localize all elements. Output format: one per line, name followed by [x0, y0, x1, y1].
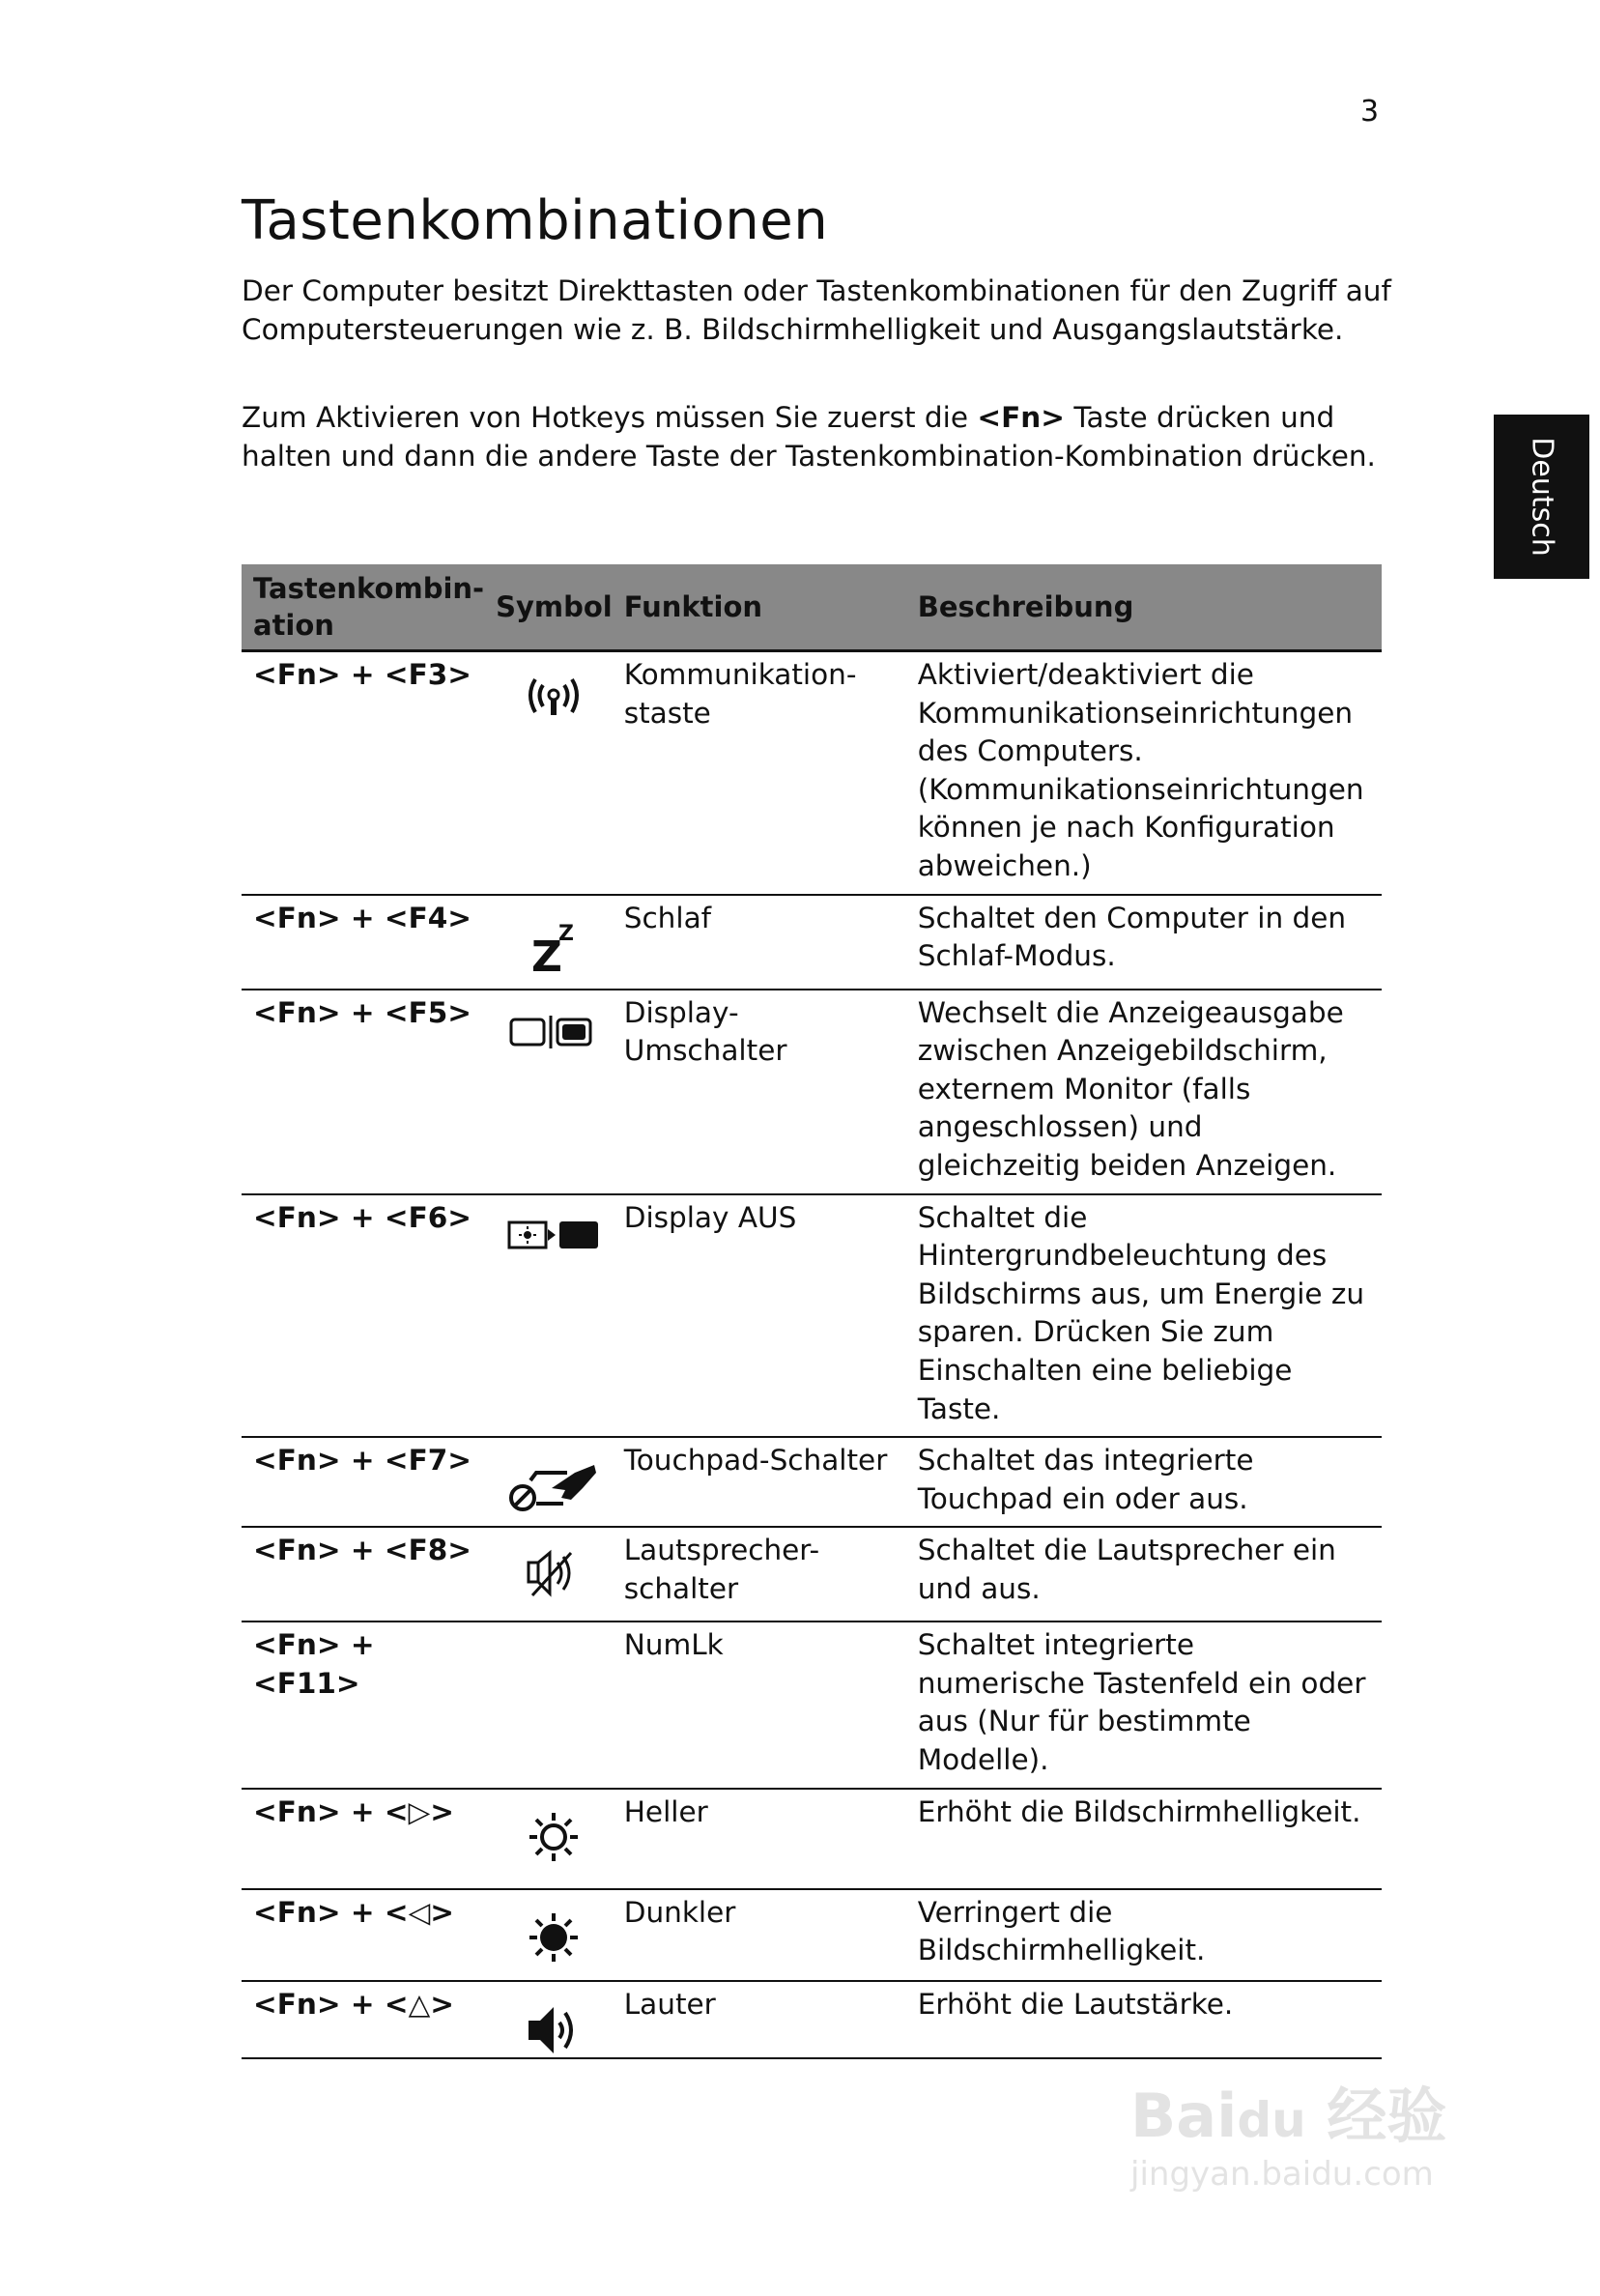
header-function: Funktion — [613, 564, 906, 651]
language-tab-label: Deutsch — [1525, 437, 1558, 557]
row-function: Display AUS — [613, 1194, 906, 1438]
table-row — [242, 1889, 1382, 1981]
row-description: Verringert die Bildschirmhelligkeit. — [906, 1889, 1382, 1981]
row-function: Lauter — [613, 1981, 906, 2058]
header-description: Beschreibung — [906, 564, 1382, 651]
row-key-combo: <Fn> + <F8> — [242, 1527, 496, 1622]
row-key-combo: <Fn> + <F11> — [242, 1622, 496, 1788]
row-function: Dunkler — [613, 1889, 906, 1981]
table-row — [242, 990, 1382, 1194]
row-description: Schaltet die Lautsprecher ein und aus. — [906, 1527, 1382, 1622]
table-header — [242, 564, 1382, 651]
row-function: Heller — [613, 1789, 906, 1889]
display-off-icon — [496, 1217, 613, 1251]
row-description: Schaltet den Computer in den Schlaf-Modus. — [906, 895, 1382, 990]
speaker-mute-icon — [496, 1549, 613, 1597]
row-key-combo: <Fn> + <△> — [242, 1981, 496, 2058]
table-row — [242, 1789, 1382, 1889]
sleep-icon — [496, 917, 613, 975]
header-key: Tastenkombin-ation — [242, 564, 496, 651]
hotkey-text-post: Taste drücken und halten und dann die andere Taste der Tastenkombination-Kombination drücken. — [242, 401, 1376, 473]
language-tab — [1494, 415, 1589, 579]
svg-text:Z: Z — [558, 921, 575, 946]
row-description: Erhöht die Bildschirmhelligkeit. — [906, 1789, 1382, 1889]
hotkey-text-pre: Zum Aktivieren von Hotkeys müssen Sie zuerst die — [242, 401, 978, 434]
watermark-logo: Baidu 经验 — [1130, 2081, 1447, 2151]
row-description: Schaltet das integrierte Touchpad ein oder aus. — [906, 1437, 1382, 1527]
table-row — [242, 651, 1382, 895]
page-number: 3 — [1360, 95, 1380, 129]
row-key-combo: <Fn> + <F3> — [242, 651, 496, 895]
row-key-combo: <Fn> + <F5> — [242, 990, 496, 1194]
brightness-up-icon — [496, 1811, 613, 1863]
row-description: Aktiviert/deaktiviert die Kommunikationseinrichtungen des Computers. (Kommunikationseinrichtungen können je nach Konfiguration abweichen.) — [906, 651, 1382, 895]
row-function: Schlaf — [613, 895, 906, 990]
wireless-icon — [496, 674, 613, 722]
svg-text:Z: Z — [531, 932, 563, 975]
display-toggle-icon — [496, 1012, 613, 1050]
brightness-down-icon — [496, 1911, 613, 1964]
table-row — [242, 1981, 1382, 2058]
table-row — [242, 1437, 1382, 1527]
intro-paragraph: Der Computer besitzt Direkttasten oder Tastenkombinationen für den Zugriff auf Computersteuerungen wie z. B. Bildschirmhelligkeit und Ausgangslautstärke. — [242, 274, 1391, 346]
row-description: Schaltet integrierte numerische Tastenfeld ein oder aus (Nur für bestimmte Modelle). — [906, 1622, 1382, 1788]
volume-up-icon — [496, 2003, 613, 2057]
row-key-combo: <Fn> + <▷> — [242, 1789, 496, 1889]
table-row — [242, 895, 1382, 990]
page-title: Tastenkombinationen — [242, 189, 829, 252]
row-function: Kommunikation-staste — [613, 651, 906, 895]
row-key-combo: <Fn> + <F6> — [242, 1194, 496, 1438]
row-function: Lautsprecher-schalter — [613, 1527, 906, 1622]
row-description: Schaltet die Hintergrundbeleuchtung des Bildschirms aus, um Energie zu sparen. Drücken Sie zum Einschalten eine beliebige Taste. — [906, 1194, 1382, 1438]
table-row — [242, 1622, 1382, 1788]
table-row — [242, 1194, 1382, 1438]
row-key-combo: <Fn> + <F7> — [242, 1437, 496, 1527]
touchpad-toggle-icon — [496, 1459, 613, 1513]
row-function: Display-Umschalter — [613, 990, 906, 1194]
row-key-combo: <Fn> + <◁> — [242, 1889, 496, 1981]
hotkey-table — [242, 564, 1382, 2059]
fn-key: <Fn> — [977, 401, 1065, 434]
row-function: Touchpad-Schalter — [613, 1437, 906, 1527]
row-description: Wechselt die Anzeigeausgabe zwischen Anzeigebildschirm, externem Monitor (falls angeschlossen) und gleichzeitig beiden Anzeigen. — [906, 990, 1382, 1194]
header-symbol: Symbol — [496, 564, 613, 651]
row-function: NumLk — [613, 1622, 906, 1788]
table-row — [242, 1527, 1382, 1622]
hotkey-paragraph — [242, 399, 1391, 475]
row-description: Erhöht die Lautstärke. — [906, 1981, 1382, 2058]
row-key-combo: <Fn> + <F4> — [242, 895, 496, 990]
watermark-url: jingyan.baidu.com — [1130, 2155, 1434, 2194]
